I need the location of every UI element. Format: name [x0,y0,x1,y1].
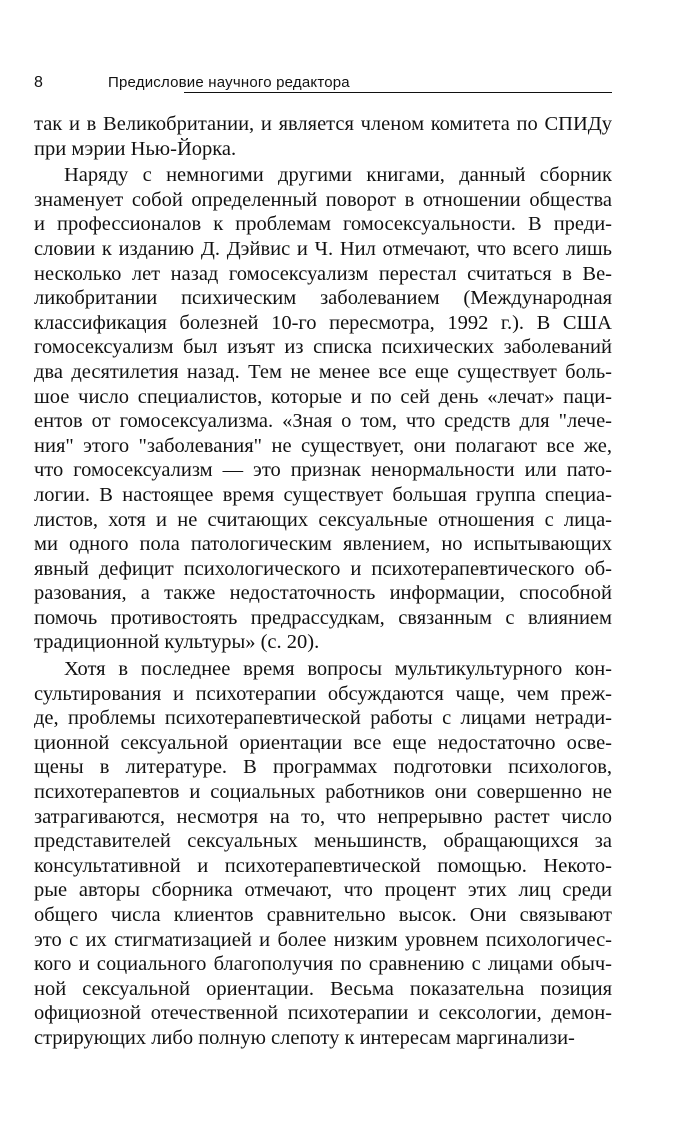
text-line: рые авторы сборника отмечают, что процент этих лиц среди [34,879,612,902]
text-line: психотерапевтов и социальных работников они совершенно не [34,781,612,804]
text-line: что гомосексуализм — это признак ненормальности или пато- [34,459,612,482]
text-line: гомосексуализм был изъят из списка психических заболеваний [34,336,612,359]
text-line: Хотя в последнее время вопросы мультикультурного кон- [64,658,612,681]
text-line: разования, а также недостаточность информации, способной [34,582,612,605]
text-line: словии к изданию Д. Дэйвис и Ч. Нил отмечают, что всего лишь [34,237,612,260]
text-line: это с их стигматизацией и более низким уровнем психологичес- [34,928,612,951]
text-line: ния" этого "заболевания" не существует, они полагают все же, [34,434,612,457]
text-line: несколько лет назад гомосексуализм перестал считаться в Ве- [34,262,612,285]
paragraph [34,657,612,1051]
text-line: ми одного пола патологическим явлением, но испытывающих [34,533,612,556]
text-line: представителей сексуальных меньшинств, обращающихся за [34,830,612,853]
text-line: так и в Великобритании, и является членом комитета по СПИДу [34,113,612,135]
text-line: логии. В настоящее время существует большая группа специа- [34,483,612,506]
text-line: шое число специалистов, которые и по сей день «лечат» паци- [34,385,612,408]
text-line: при мэрии Нью-Йорка. [34,137,237,160]
text-line: де, проблемы психотерапевтической работы с лицами нетради- [34,707,612,730]
paragraph [34,112,612,161]
text-line: листов, хотя и не считающих сексуальные отношения с лица- [34,508,612,531]
text-line: консультативной и психотерапевтической помощью. Некото- [34,854,612,877]
text-line: и профессионалов к проблемам гомосексуальности. В преди- [34,213,612,236]
text-line: официозной отечественной психотерапии и сексологии, демон- [34,1002,612,1025]
text-line: кого и социального благополучия по сравнению с лицами обыч- [34,953,612,976]
text-line: знаменует собой определенный поворот в отношении общества [34,188,612,211]
text-line: Наряду с немногими другими книгами, данный сборник [64,164,612,187]
text-line: затрагиваются, несмотря на то, что непрерывно растет число [34,805,612,828]
text-line: общего числа клиентов сравнительно высок. Они связывают [34,904,612,926]
paragraph [34,163,612,655]
page-number: 8 [34,74,43,91]
running-head [34,73,612,95]
header-rule [184,92,612,93]
text-line: щены в литературе. В программах подготовки психологов, [34,756,612,779]
running-title: Предисловие научного редактора [108,74,350,91]
text-line: помочь противостоять предрассудкам, связанным с влиянием [34,606,612,629]
text-line: ликобритании психическим заболеванием (Международная [34,287,612,310]
body-text [34,112,612,1053]
text-line: традиционной культуры» (с. 20). [34,631,320,654]
text-line: ной сексуальной ориентации. Весьма показательна позиция [34,977,612,1000]
text-line: ционной сексуальной ориентации все еще недостаточно осве- [34,731,612,754]
text-line: стрирующих либо полную слепоту к интересам маргинализи- [34,1026,575,1049]
text-line: ентов от гомосексуализма. «Зная о том, что средств для "лече- [34,410,612,433]
text-line: классификация болезней 10-го пересмотра, 1992 г.). В США [34,311,612,334]
text-line: два десятилетия назад. Тем не менее все еще существует боль- [34,360,612,383]
text-line: явный дефицит психологического и психотерапевтического об- [34,557,612,580]
text-line: сультирования и психотерапии обсуждаются чаще, чем преж- [34,682,612,705]
